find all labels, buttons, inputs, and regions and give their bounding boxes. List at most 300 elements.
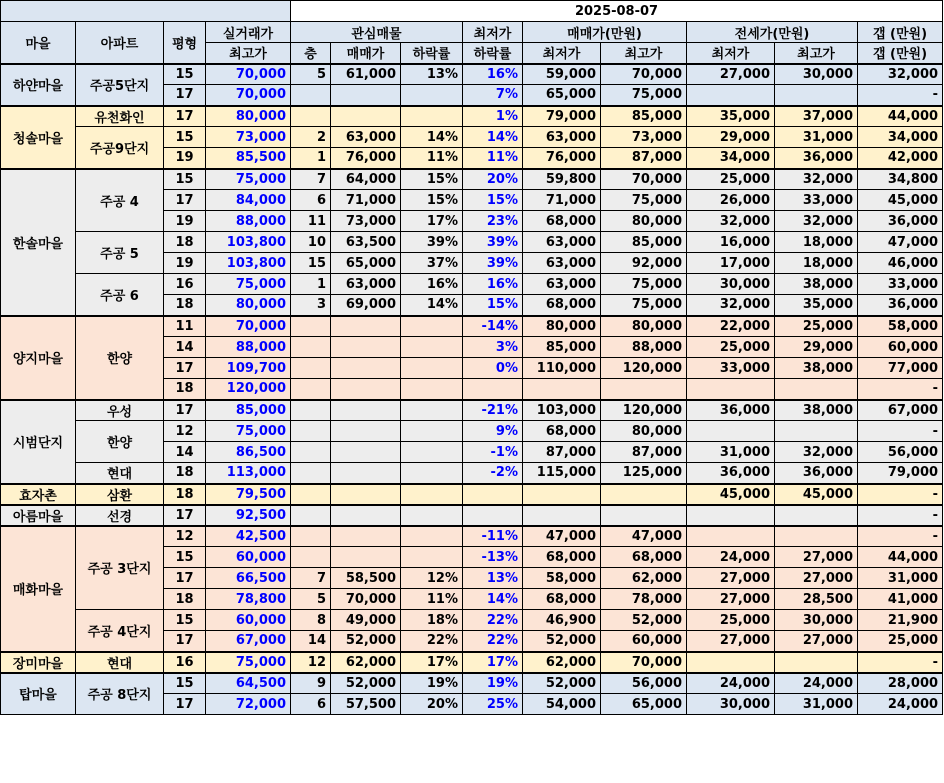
sale-price-cell — [331, 400, 401, 421]
jeonse-min-cell — [687, 526, 775, 547]
floor-cell — [291, 526, 331, 547]
header-jeonse-max: 최고가 — [775, 43, 858, 64]
sale-max-cell: 56,000 — [601, 673, 687, 694]
drop-rate-cell — [401, 106, 463, 127]
sale-max-cell: 62,000 — [601, 568, 687, 589]
size-cell: 14 — [164, 337, 206, 358]
jeonse-min-cell: 36,000 — [687, 463, 775, 484]
floor-cell: 11 — [291, 211, 331, 232]
floor-cell — [291, 316, 331, 337]
highest-price-cell: 72,000 — [206, 694, 291, 715]
sale-max-cell: 88,000 — [601, 337, 687, 358]
jeonse-min-cell: 32,000 — [687, 211, 775, 232]
sale-min-cell: 68,000 — [523, 295, 601, 316]
sale-max-cell — [601, 505, 687, 526]
sale-min-cell: 59,800 — [523, 169, 601, 190]
lowest-drop-cell: 39% — [463, 253, 523, 274]
sale-price-cell: 63,000 — [331, 274, 401, 295]
header-gap2: 갭 (만원) — [858, 43, 943, 64]
jeonse-min-cell: 32,000 — [687, 295, 775, 316]
gap-cell: - — [858, 652, 943, 673]
gap-cell: - — [858, 484, 943, 505]
lowest-drop-cell: 16% — [463, 274, 523, 295]
sale-min-cell: 47,000 — [523, 526, 601, 547]
size-cell: 15 — [164, 127, 206, 148]
size-cell: 17 — [164, 631, 206, 652]
highest-price-cell: 78,800 — [206, 589, 291, 610]
floor-cell: 5 — [291, 64, 331, 85]
header-sale-min: 최저가 — [523, 43, 601, 64]
highest-price-cell: 75,000 — [206, 274, 291, 295]
highest-price-cell: 60,000 — [206, 547, 291, 568]
sale-max-cell: 92,000 — [601, 253, 687, 274]
lowest-drop-cell: 13% — [463, 568, 523, 589]
sale-max-cell: 68,000 — [601, 547, 687, 568]
drop-rate-cell: 20% — [401, 694, 463, 715]
sale-min-cell: 76,000 — [523, 148, 601, 169]
jeonse-min-cell: 17,000 — [687, 253, 775, 274]
jeonse-min-cell: 27,000 — [687, 589, 775, 610]
jeonse-min-cell: 33,000 — [687, 358, 775, 379]
drop-rate-cell: 17% — [401, 211, 463, 232]
sale-min-cell: 68,000 — [523, 547, 601, 568]
sale-price-cell: 58,500 — [331, 568, 401, 589]
highest-price-cell: 66,500 — [206, 568, 291, 589]
table-row — [1, 526, 943, 547]
sale-price-cell — [331, 85, 401, 106]
gap-cell: 56,000 — [858, 442, 943, 463]
village-cell: 효자촌 — [1, 484, 76, 505]
highest-price-cell: 88,000 — [206, 337, 291, 358]
lowest-drop-cell: 1% — [463, 106, 523, 127]
village-cell: 한솔마을 — [1, 169, 76, 316]
lowest-drop-cell: -2% — [463, 463, 523, 484]
gap-cell: 34,800 — [858, 169, 943, 190]
floor-cell: 2 — [291, 127, 331, 148]
drop-rate-cell — [401, 547, 463, 568]
floor-cell: 14 — [291, 631, 331, 652]
sale-min-cell: 63,000 — [523, 127, 601, 148]
size-cell: 17 — [164, 190, 206, 211]
highest-price-cell: 70,000 — [206, 85, 291, 106]
header-date: 2025-08-07 — [291, 1, 943, 22]
jeonse-min-cell: 25,000 — [687, 169, 775, 190]
sale-price-cell — [331, 484, 401, 505]
sale-max-cell: 85,000 — [601, 106, 687, 127]
size-cell: 17 — [164, 85, 206, 106]
apartment-cell: 주공5단지 — [76, 64, 164, 106]
size-cell: 14 — [164, 442, 206, 463]
sale-price-cell: 52,000 — [331, 673, 401, 694]
size-cell: 19 — [164, 253, 206, 274]
sale-min-cell: 68,000 — [523, 421, 601, 442]
sale-price-cell — [331, 379, 401, 400]
size-cell: 15 — [164, 673, 206, 694]
sale-price-cell: 61,000 — [331, 64, 401, 85]
jeonse-min-cell: 25,000 — [687, 337, 775, 358]
gap-cell: - — [858, 379, 943, 400]
jeonse-max-cell: 38,000 — [775, 274, 858, 295]
sale-max-cell — [601, 484, 687, 505]
header-highest: 최고가 — [206, 43, 291, 64]
sale-min-cell: 62,000 — [523, 652, 601, 673]
jeonse-min-cell — [687, 421, 775, 442]
size-cell: 12 — [164, 526, 206, 547]
floor-cell — [291, 85, 331, 106]
jeonse-max-cell: 38,000 — [775, 400, 858, 421]
highest-price-cell: 79,500 — [206, 484, 291, 505]
header-sale-max: 최고가 — [601, 43, 687, 64]
highest-price-cell: 92,500 — [206, 505, 291, 526]
drop-rate-cell: 39% — [401, 232, 463, 253]
header-blank — [1, 1, 291, 22]
sale-price-cell — [331, 547, 401, 568]
lowest-drop-cell: 0% — [463, 358, 523, 379]
lowest-drop-cell: 19% — [463, 673, 523, 694]
sale-min-cell — [523, 505, 601, 526]
lowest-drop-cell: 14% — [463, 127, 523, 148]
lowest-drop-cell — [463, 484, 523, 505]
highest-price-cell: 86,500 — [206, 442, 291, 463]
apartment-cell: 주공 5 — [76, 232, 164, 274]
sale-price-cell: 62,000 — [331, 652, 401, 673]
header-size: 평형 — [164, 22, 206, 64]
jeonse-max-cell — [775, 421, 858, 442]
village-cell: 청솔마을 — [1, 106, 76, 169]
drop-rate-cell: 11% — [401, 589, 463, 610]
lowest-drop-cell: 7% — [463, 85, 523, 106]
apartment-cell: 주공 4 — [76, 169, 164, 232]
sale-price-cell — [331, 463, 401, 484]
jeonse-min-cell: 22,000 — [687, 316, 775, 337]
jeonse-min-cell: 16,000 — [687, 232, 775, 253]
gap-cell: 44,000 — [858, 106, 943, 127]
size-cell: 19 — [164, 211, 206, 232]
gap-cell: 31,000 — [858, 568, 943, 589]
gap-cell: 36,000 — [858, 295, 943, 316]
sale-min-cell: 65,000 — [523, 85, 601, 106]
drop-rate-cell: 14% — [401, 295, 463, 316]
highest-price-cell: 103,800 — [206, 253, 291, 274]
gap-cell: 28,000 — [858, 673, 943, 694]
gap-cell: 34,000 — [858, 127, 943, 148]
drop-rate-cell: 22% — [401, 631, 463, 652]
highest-price-cell: 80,000 — [206, 295, 291, 316]
drop-rate-cell: 11% — [401, 148, 463, 169]
jeonse-min-cell: 27,000 — [687, 64, 775, 85]
floor-cell — [291, 505, 331, 526]
highest-price-cell: 120,000 — [206, 379, 291, 400]
header-floor: 층 — [291, 43, 331, 64]
village-cell: 양지마을 — [1, 316, 76, 400]
drop-rate-cell: 19% — [401, 673, 463, 694]
sale-min-cell: 59,000 — [523, 64, 601, 85]
highest-price-cell: 88,000 — [206, 211, 291, 232]
gap-cell: - — [858, 421, 943, 442]
lowest-drop-cell: 22% — [463, 610, 523, 631]
highest-price-cell: 85,500 — [206, 148, 291, 169]
jeonse-min-cell — [687, 379, 775, 400]
sale-min-cell: 54,000 — [523, 694, 601, 715]
lowest-drop-cell: 22% — [463, 631, 523, 652]
sale-min-cell: 85,000 — [523, 337, 601, 358]
apartment-cell: 삼환 — [76, 484, 164, 505]
drop-rate-cell — [401, 421, 463, 442]
gap-cell: 79,000 — [858, 463, 943, 484]
size-cell: 18 — [164, 232, 206, 253]
village-cell: 시범단지 — [1, 400, 76, 484]
gap-cell: 21,900 — [858, 610, 943, 631]
table-row — [1, 421, 943, 442]
jeonse-max-cell: 30,000 — [775, 64, 858, 85]
apartment-cell: 우성 — [76, 400, 164, 421]
sale-min-cell: 46,900 — [523, 610, 601, 631]
size-cell: 15 — [164, 169, 206, 190]
size-cell: 12 — [164, 421, 206, 442]
jeonse-max-cell: 18,000 — [775, 232, 858, 253]
sale-max-cell: 65,000 — [601, 694, 687, 715]
apartment-cell: 선경 — [76, 505, 164, 526]
sale-max-cell: 87,000 — [601, 442, 687, 463]
lowest-drop-cell: 16% — [463, 64, 523, 85]
jeonse-max-cell: 35,000 — [775, 295, 858, 316]
sale-max-cell: 120,000 — [601, 400, 687, 421]
header-village: 마을 — [1, 22, 76, 64]
sale-max-cell: 80,000 — [601, 316, 687, 337]
floor-cell: 6 — [291, 190, 331, 211]
apartment-cell: 유천화인 — [76, 106, 164, 127]
jeonse-min-cell: 25,000 — [687, 610, 775, 631]
floor-cell — [291, 106, 331, 127]
jeonse-max-cell: 29,000 — [775, 337, 858, 358]
highest-price-cell: 42,500 — [206, 526, 291, 547]
apartment-cell: 주공9단지 — [76, 127, 164, 169]
drop-rate-cell — [401, 316, 463, 337]
sale-min-cell: 63,000 — [523, 274, 601, 295]
gap-cell: 25,000 — [858, 631, 943, 652]
gap-cell: 67,000 — [858, 400, 943, 421]
highest-price-cell: 75,000 — [206, 652, 291, 673]
gap-cell: 36,000 — [858, 211, 943, 232]
jeonse-min-cell: 45,000 — [687, 484, 775, 505]
drop-rate-cell: 13% — [401, 64, 463, 85]
size-cell: 18 — [164, 379, 206, 400]
size-cell: 18 — [164, 484, 206, 505]
size-cell: 18 — [164, 463, 206, 484]
sale-max-cell: 60,000 — [601, 631, 687, 652]
jeonse-max-cell: 32,000 — [775, 442, 858, 463]
sale-min-cell: 68,000 — [523, 589, 601, 610]
sale-min-cell: 68,000 — [523, 211, 601, 232]
lowest-drop-cell: 14% — [463, 589, 523, 610]
sale-min-cell: 87,000 — [523, 442, 601, 463]
jeonse-min-cell — [687, 85, 775, 106]
sale-price-cell: 63,500 — [331, 232, 401, 253]
size-cell: 19 — [164, 148, 206, 169]
sale-min-cell: 103,000 — [523, 400, 601, 421]
sale-price-cell: 69,000 — [331, 295, 401, 316]
floor-cell — [291, 421, 331, 442]
village-cell: 하얀마을 — [1, 64, 76, 106]
lowest-drop-cell: -21% — [463, 400, 523, 421]
size-cell: 17 — [164, 505, 206, 526]
floor-cell — [291, 379, 331, 400]
jeonse-max-cell: 27,000 — [775, 631, 858, 652]
floor-cell: 1 — [291, 148, 331, 169]
drop-rate-cell: 37% — [401, 253, 463, 274]
header-jeonse-min: 최저가 — [687, 43, 775, 64]
size-cell: 17 — [164, 106, 206, 127]
gap-cell: 58,000 — [858, 316, 943, 337]
gap-cell: 24,000 — [858, 694, 943, 715]
floor-cell: 9 — [291, 673, 331, 694]
sale-min-cell: 110,000 — [523, 358, 601, 379]
lowest-drop-cell: 17% — [463, 652, 523, 673]
sale-price-cell — [331, 421, 401, 442]
sale-price-cell — [331, 442, 401, 463]
jeonse-max-cell: 38,000 — [775, 358, 858, 379]
apartment-cell: 한양 — [76, 316, 164, 400]
floor-cell — [291, 358, 331, 379]
highest-price-cell: 67,000 — [206, 631, 291, 652]
sale-max-cell: 73,000 — [601, 127, 687, 148]
lowest-drop-cell: 15% — [463, 190, 523, 211]
sale-price-cell — [331, 106, 401, 127]
drop-rate-cell — [401, 463, 463, 484]
drop-rate-cell: 17% — [401, 652, 463, 673]
sale-price-cell: 70,000 — [331, 589, 401, 610]
gap-cell: 46,000 — [858, 253, 943, 274]
apartment-cell: 현대 — [76, 652, 164, 673]
lowest-drop-cell: 39% — [463, 232, 523, 253]
header-gap: 갭 (만원) — [858, 22, 943, 43]
sale-max-cell: 52,000 — [601, 610, 687, 631]
table-row — [1, 652, 943, 673]
floor-cell: 7 — [291, 568, 331, 589]
drop-rate-cell — [401, 526, 463, 547]
drop-rate-cell — [401, 505, 463, 526]
floor-cell: 3 — [291, 295, 331, 316]
table-row — [1, 484, 943, 505]
table-row — [1, 64, 943, 85]
table-row — [1, 463, 943, 484]
gap-cell: 77,000 — [858, 358, 943, 379]
village-cell: 장미마을 — [1, 652, 76, 673]
lowest-drop-cell: -1% — [463, 442, 523, 463]
highest-price-cell: 64,500 — [206, 673, 291, 694]
size-cell: 17 — [164, 400, 206, 421]
highest-price-cell: 113,000 — [206, 463, 291, 484]
floor-cell — [291, 442, 331, 463]
sale-max-cell: 85,000 — [601, 232, 687, 253]
gap-cell: 44,000 — [858, 547, 943, 568]
table-row — [1, 400, 943, 421]
jeonse-max-cell: 18,000 — [775, 253, 858, 274]
apartment-cell: 주공 6 — [76, 274, 164, 316]
sale-min-cell: 52,000 — [523, 631, 601, 652]
jeonse-max-cell: 37,000 — [775, 106, 858, 127]
drop-rate-cell — [401, 85, 463, 106]
highest-price-cell: 85,000 — [206, 400, 291, 421]
gap-cell: 32,000 — [858, 64, 943, 85]
sale-max-cell: 70,000 — [601, 169, 687, 190]
floor-cell: 15 — [291, 253, 331, 274]
header-lowest-drop: 하락률 — [463, 43, 523, 64]
village-cell: 탑마을 — [1, 673, 76, 715]
drop-rate-cell: 14% — [401, 127, 463, 148]
sale-max-cell: 80,000 — [601, 211, 687, 232]
sale-price-cell: 49,000 — [331, 610, 401, 631]
gap-cell: 41,000 — [858, 589, 943, 610]
gap-cell: - — [858, 85, 943, 106]
header-sale-price: 매매가(만원) — [523, 22, 687, 43]
size-cell: 15 — [164, 547, 206, 568]
jeonse-max-cell: 30,000 — [775, 610, 858, 631]
apartment-cell: 한양 — [76, 421, 164, 463]
sale-price-cell: 52,000 — [331, 631, 401, 652]
sale-min-cell: 71,000 — [523, 190, 601, 211]
header-interest: 관심매물 — [291, 22, 463, 43]
village-cell: 아름마을 — [1, 505, 76, 526]
jeonse-max-cell: 36,000 — [775, 463, 858, 484]
jeonse-min-cell: 24,000 — [687, 673, 775, 694]
sale-price-cell: 73,000 — [331, 211, 401, 232]
gap-cell: 45,000 — [858, 190, 943, 211]
sale-max-cell: 75,000 — [601, 295, 687, 316]
jeonse-max-cell — [775, 505, 858, 526]
size-cell: 18 — [164, 589, 206, 610]
drop-rate-cell: 18% — [401, 610, 463, 631]
drop-rate-cell — [401, 379, 463, 400]
highest-price-cell: 80,000 — [206, 106, 291, 127]
highest-price-cell: 103,800 — [206, 232, 291, 253]
sale-max-cell: 120,000 — [601, 358, 687, 379]
highest-price-cell: 109,700 — [206, 358, 291, 379]
floor-cell: 6 — [291, 694, 331, 715]
floor-cell: 5 — [291, 589, 331, 610]
header-lowest-price: 최저가 — [463, 22, 523, 43]
apartment-cell: 주공 3단지 — [76, 526, 164, 610]
table-row — [1, 232, 943, 253]
lowest-drop-cell: -11% — [463, 526, 523, 547]
lowest-drop-cell: 25% — [463, 694, 523, 715]
sale-price-cell — [331, 505, 401, 526]
floor-cell — [291, 337, 331, 358]
jeonse-min-cell: 36,000 — [687, 400, 775, 421]
jeonse-max-cell: 36,000 — [775, 148, 858, 169]
lowest-drop-cell: 9% — [463, 421, 523, 442]
floor-cell — [291, 547, 331, 568]
drop-rate-cell — [401, 400, 463, 421]
jeonse-max-cell: 28,500 — [775, 589, 858, 610]
sale-price-cell: 76,000 — [331, 148, 401, 169]
village-cell: 매화마을 — [1, 526, 76, 652]
sale-price-cell: 57,500 — [331, 694, 401, 715]
sale-min-cell: 79,000 — [523, 106, 601, 127]
size-cell: 17 — [164, 358, 206, 379]
sale-price-cell: 63,000 — [331, 127, 401, 148]
highest-price-cell: 75,000 — [206, 421, 291, 442]
gap-cell: - — [858, 526, 943, 547]
sale-min-cell — [523, 484, 601, 505]
sale-price-cell — [331, 316, 401, 337]
sale-min-cell: 63,000 — [523, 253, 601, 274]
highest-price-cell: 75,000 — [206, 169, 291, 190]
jeonse-min-cell — [687, 652, 775, 673]
jeonse-max-cell: 32,000 — [775, 169, 858, 190]
sale-max-cell: 78,000 — [601, 589, 687, 610]
lowest-drop-cell: 11% — [463, 148, 523, 169]
